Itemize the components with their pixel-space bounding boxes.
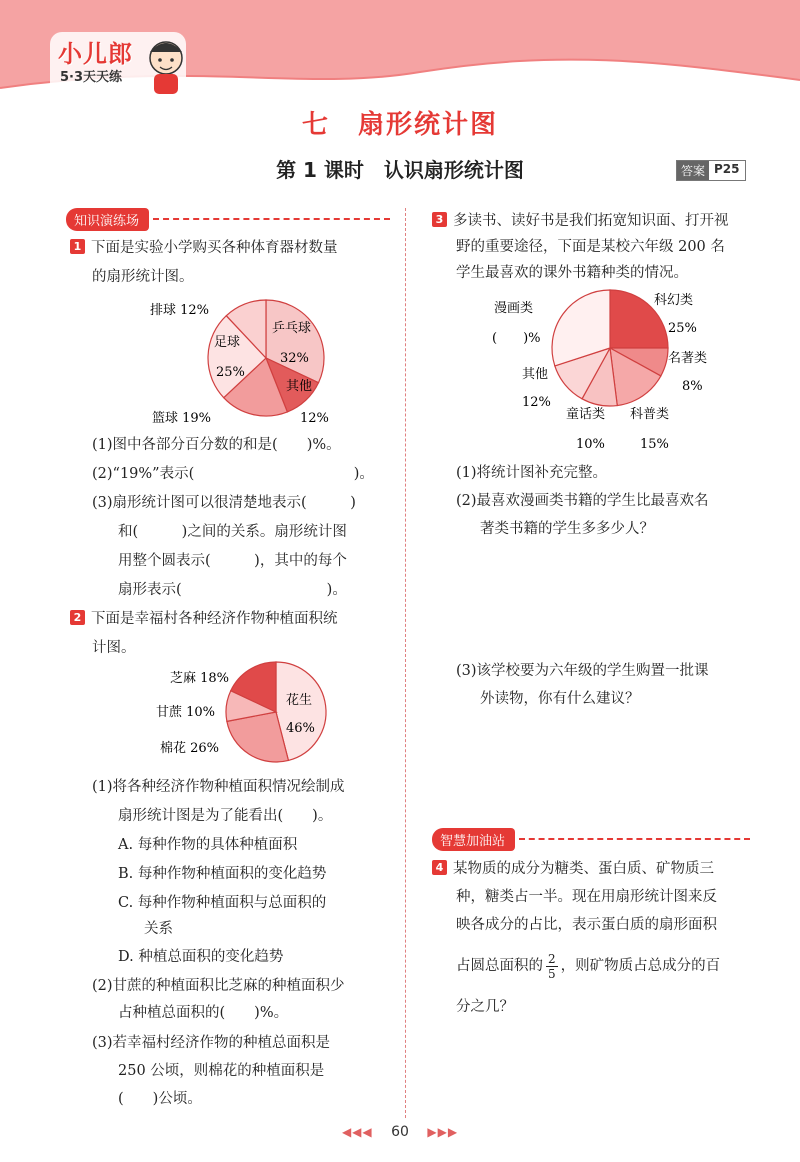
q2-sub3-line2: 250 公顷，则棉花的种植面积是 — [118, 1063, 325, 1079]
pie1-label-paiqiu: 排球 12% — [150, 303, 210, 318]
q4-frac-num: 2 — [548, 952, 556, 966]
pie3-label-mingzhu-pct: 8% — [682, 379, 703, 394]
pie3-label-mingzhu: 名著类 — [668, 351, 708, 366]
pie3-label-kehuan: 科幻类 — [654, 293, 694, 308]
pie2-label-huasheng-pct: 46% — [286, 721, 315, 736]
q4-text: 某物质的成分为糖类、蛋白质、矿物质三 — [453, 861, 714, 877]
q3-sub1: (1)将统计图补充完整。 — [456, 465, 608, 481]
q1-stem-line2: 的扇形统计图。 — [92, 269, 194, 285]
q2-number: 2 — [70, 610, 85, 625]
pie1-label-qita: 其他 — [286, 379, 313, 394]
answer-label: 答案 — [677, 161, 709, 180]
pie1-label-lanqiu: 篮球 19% — [152, 411, 212, 426]
page-footer — [0, 1124, 800, 1140]
pie1-label-qita-pct: 12% — [300, 411, 329, 426]
q3-sub2-line2: 著类书籍的学生多多少人？ — [480, 521, 654, 537]
q2-stem-line2: 计图。 — [92, 640, 136, 656]
section-practice-label: 知识演练场 — [66, 208, 149, 231]
q2-sub3-line1: (3)若幸福村经济作物的种植总面积是 — [92, 1035, 331, 1051]
pie1-label-pingpang-pct: 32% — [280, 351, 309, 366]
q2-sub2-line1: (2)甘蔗的种植面积比芝麻的种植面积少 — [92, 978, 345, 994]
q4-stem-line3: 映各成分的占比，表示蛋白质的扇形面积 — [456, 917, 717, 933]
lesson-title: 第 1 课时 认识扇形统计图 — [276, 158, 524, 182]
q1-number: 1 — [70, 239, 85, 254]
pie3-label-kehuan-pct: 25% — [668, 321, 697, 336]
q4-line4-post: ，则矿物质占总成分的百 — [560, 958, 721, 974]
q3-number: 3 — [432, 212, 447, 227]
footer-right-arrows: ▶▶▶ — [427, 1125, 459, 1139]
q4-stem-line5: 分之几？ — [456, 999, 514, 1015]
q1-stem-line1 — [70, 235, 338, 262]
q4-frac-den: 5 — [548, 967, 556, 981]
pie3-label-kepu: 科普类 — [630, 407, 670, 422]
q2-option-c-cont: 关系 — [144, 921, 173, 937]
q3-sub3-line1: (3)该学校要为六年级的学生购置一批课 — [456, 663, 709, 679]
section-divider-line — [153, 218, 390, 220]
q1-sub3-line1: (3)扇形统计图可以很清楚地表示( ) — [92, 495, 356, 511]
pie3-label-manhua-pct: ( )% — [492, 331, 541, 346]
q4-stem-line4 — [456, 952, 720, 981]
footer-left-arrows: ◀◀◀ — [341, 1125, 373, 1139]
chapter-title: 七 扇形统计图 — [301, 110, 498, 140]
brand-subtitle: 5·3天天练 — [60, 70, 123, 85]
q3-stem-line3: 学生最喜欢的课外书籍种类的情况。 — [456, 265, 688, 281]
q1-sub3-line3: 用整个圆表示( )，其中的每个 — [118, 553, 347, 569]
pie2-label-mianhua: 棉花 26% — [160, 741, 220, 756]
q2-option-a: A. 每种作物的具体种植面积 — [118, 837, 298, 853]
q1-text: 下面是实验小学购买各种体育器材数量 — [91, 240, 338, 256]
q4-fraction — [546, 952, 558, 981]
page-number: 60 — [391, 1124, 409, 1140]
pie1-label-pingpang: 乒乓球 — [272, 321, 312, 336]
q1-sub2: (2)“19%”表示( )。 — [92, 466, 374, 482]
q2-text: 下面是幸福村各种经济作物种植面积统 — [91, 611, 338, 627]
pie3-label-qita: 其他 — [522, 367, 549, 382]
answer-page-tag — [676, 160, 746, 181]
q3-stem-line1 — [432, 208, 729, 235]
section-practice-header — [66, 208, 390, 230]
q2-sub1-line1: (1)将各种经济作物种植面积情况绘制成 — [92, 779, 345, 795]
q4-number: 4 — [432, 860, 447, 875]
pie3-label-tonghua: 童话类 — [566, 407, 606, 422]
q2-option-d: D. 种植总面积的变化趋势 — [118, 949, 284, 965]
section-divider-line — [519, 838, 750, 840]
q4-line4-pre: 占圆总面积的 — [456, 958, 543, 974]
q2-option-c: C. 每种作物种植面积与总面积的 — [118, 895, 327, 911]
q3-text: 多读书、读好书是我们拓宽知识面、打开视 — [453, 213, 729, 229]
pie3-label-tonghua-pct: 10% — [576, 437, 605, 452]
pie2-label-ganzhe: 甘蔗 10% — [156, 705, 216, 720]
q2-sub3-line3: ( )公顷。 — [118, 1091, 202, 1107]
q3-sub2-line1: (2)最喜欢漫画类书籍的学生比最喜欢名 — [456, 493, 709, 509]
pie3-label-kepu-pct: 15% — [640, 437, 669, 452]
pie2-label-zhima: 芝麻 18% — [170, 671, 230, 686]
q3-sub3-line2: 外读物，你有什么建议？ — [480, 691, 640, 707]
pie2-label-huasheng: 花生 — [286, 693, 313, 708]
pie3-label-manhua: 漫画类 — [494, 301, 534, 316]
q2-sub2-line2: 占种植总面积的( )%。 — [118, 1005, 289, 1021]
q2-stem-line1 — [70, 606, 338, 633]
q1-pie-chart — [150, 290, 390, 430]
q2-pie-chart — [150, 660, 350, 770]
q1-sub1: (1)图中各部分百分数的和是( )%。 — [92, 437, 341, 453]
q1-sub3-line2: 和( )之间的关系。扇形统计图 — [118, 524, 347, 540]
q4-stem-line1 — [432, 856, 714, 883]
pie3-label-qita-pct: 12% — [522, 395, 551, 410]
section-challenge-header — [432, 828, 750, 850]
q2-sub1-line2: 扇形统计图是为了能看出( )。 — [118, 808, 333, 824]
brand-name: 小儿郎 — [58, 40, 133, 68]
section-challenge-label: 智慧加油站 — [432, 828, 515, 851]
q3-pie-chart — [488, 286, 728, 456]
q3-stem-line2: 野的重要途径，下面是某校六年级 200 名 — [456, 239, 725, 255]
q1-sub3-line4: 扇形表示( )。 — [118, 582, 347, 598]
answer-page: P25 — [714, 162, 740, 176]
pie1-label-zuqiu-pct: 25% — [216, 365, 245, 380]
pie1-label-zuqiu: 足球 — [214, 335, 241, 350]
q4-stem-line2: 种，糖类占一半。现在用扇形统计图来反 — [456, 889, 717, 905]
column-divider — [405, 208, 406, 1118]
q2-option-b: B. 每种作物种植面积的变化趋势 — [118, 866, 327, 882]
